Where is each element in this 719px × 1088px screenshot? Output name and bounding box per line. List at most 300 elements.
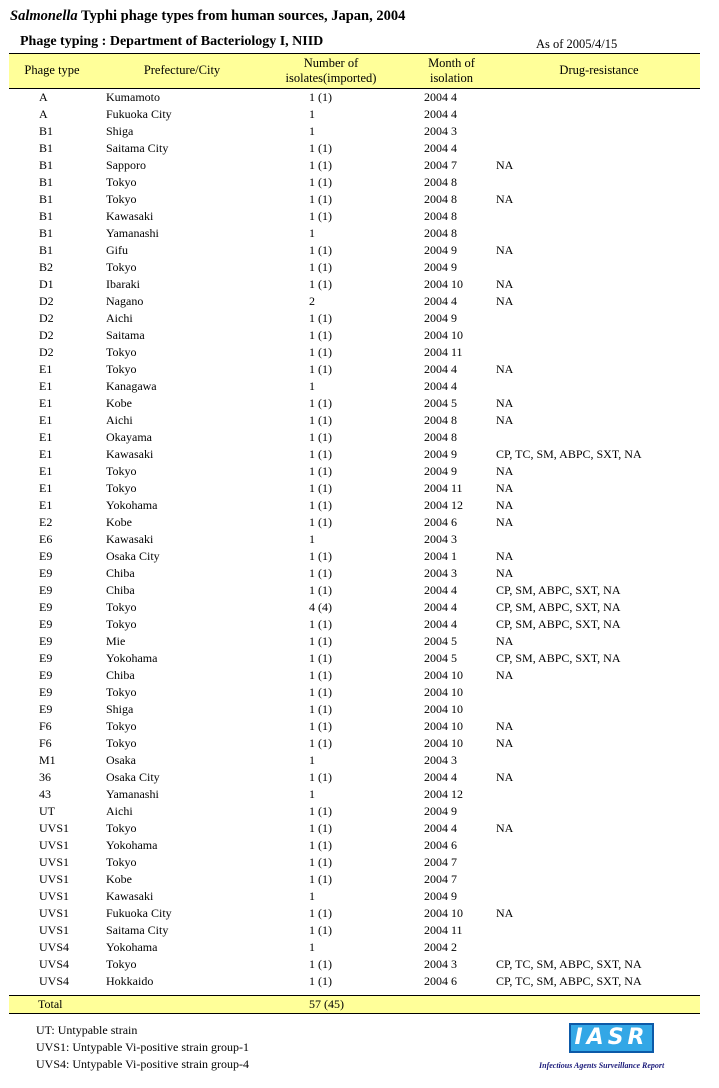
cell-month: 2004 7	[424, 855, 457, 869]
cell-month: 2004 11	[424, 923, 463, 937]
cell-month: 2004 11	[424, 481, 463, 495]
cell-drug-resistance: NA	[496, 464, 514, 478]
table-row	[0, 565, 719, 582]
cell-isolates: 1 (1)	[309, 515, 332, 529]
cell-isolates: 1 (1)	[309, 260, 332, 274]
cell-prefecture: Sapporo	[106, 158, 146, 172]
cell-drug-resistance: NA	[496, 498, 514, 512]
cell-month: 2004 6	[424, 838, 457, 852]
cell-phage-type: E6	[39, 532, 53, 546]
cell-phage-type: E1	[39, 362, 53, 376]
table-row	[0, 497, 719, 514]
cell-month: 2004 8	[424, 209, 457, 223]
cell-prefecture: Saitama	[106, 328, 145, 342]
cell-prefecture: Shiga	[106, 702, 134, 716]
cell-isolates: 1 (1)	[309, 685, 332, 699]
cell-isolates: 2	[309, 294, 315, 308]
table-row	[0, 973, 719, 990]
cell-month: 2004 5	[424, 396, 457, 410]
cell-isolates: 1 (1)	[309, 617, 332, 631]
table-row	[0, 616, 719, 633]
cell-prefecture: Nagano	[106, 294, 144, 308]
cell-month: 2004 9	[424, 243, 457, 257]
table-row	[0, 242, 719, 259]
total-label: Total	[38, 997, 63, 1011]
cell-phage-type: M1	[39, 753, 56, 767]
cell-month: 2004 11	[424, 345, 463, 359]
cell-month: 2004 6	[424, 515, 457, 529]
cell-drug-resistance: NA	[496, 277, 514, 291]
iasr-logo: IASR	[569, 1023, 654, 1053]
cell-month: 2004 10	[424, 906, 463, 920]
table-row	[0, 412, 719, 429]
cell-phage-type: D2	[39, 328, 54, 342]
cell-prefecture: Kumamoto	[106, 90, 160, 104]
cell-phage-type: E1	[39, 413, 53, 427]
cell-prefecture: Tokyo	[106, 855, 137, 869]
table-row	[0, 633, 719, 650]
cell-prefecture: Chiba	[106, 668, 135, 682]
table-row	[0, 310, 719, 327]
cell-drug-resistance: NA	[496, 158, 514, 172]
cell-phage-type: E2	[39, 515, 53, 529]
table-row	[0, 259, 719, 276]
cell-isolates: 1 (1)	[309, 481, 332, 495]
cell-drug-resistance: NA	[496, 719, 514, 733]
cell-phage-type: 43	[39, 787, 51, 801]
cell-isolates: 1	[309, 940, 315, 954]
cell-month: 2004 4	[424, 90, 457, 104]
cell-prefecture: Tokyo	[106, 345, 137, 359]
total-row	[9, 995, 700, 1014]
table-row	[0, 429, 719, 446]
cell-prefecture: Aichi	[106, 413, 133, 427]
cell-isolates: 1	[309, 226, 315, 240]
table-row	[0, 157, 719, 174]
cell-phage-type: E9	[39, 702, 53, 716]
cell-drug-resistance: NA	[496, 566, 514, 580]
cell-phage-type: UVS4	[39, 957, 70, 971]
cell-phage-type: E9	[39, 651, 53, 665]
cell-prefecture: Kawasaki	[106, 532, 154, 546]
cell-phage-type: E1	[39, 464, 53, 478]
table-row	[0, 446, 719, 463]
cell-isolates: 1 (1)	[309, 464, 332, 478]
cell-phage-type: E1	[39, 379, 53, 393]
table-row	[0, 820, 719, 837]
cell-drug-resistance: NA	[496, 243, 514, 257]
cell-isolates: 1 (1)	[309, 175, 332, 189]
cell-prefecture: Kawasaki	[106, 209, 154, 223]
cell-isolates: 1	[309, 889, 315, 903]
cell-prefecture: Kobe	[106, 396, 132, 410]
cell-isolates: 1	[309, 753, 315, 767]
table-row	[0, 922, 719, 939]
cell-isolates: 1 (1)	[309, 702, 332, 716]
cell-month: 2004 7	[424, 872, 457, 886]
cell-prefecture: Kobe	[106, 872, 132, 886]
cell-prefecture: Tokyo	[106, 617, 137, 631]
cell-prefecture: Kobe	[106, 515, 132, 529]
header-phage-type: Phage type	[24, 63, 80, 77]
cell-phage-type: E9	[39, 617, 53, 631]
cell-prefecture: Tokyo	[106, 464, 137, 478]
cell-phage-type: E1	[39, 481, 53, 495]
cell-phage-type: F6	[39, 736, 52, 750]
table-row	[0, 531, 719, 548]
cell-isolates: 1 (1)	[309, 974, 332, 988]
cell-drug-resistance: CP, TC, SM, ABPC, SXT, NA	[496, 957, 642, 971]
table-header	[9, 53, 700, 89]
table-row	[0, 837, 719, 854]
cell-drug-resistance: CP, SM, ABPC, SXT, NA	[496, 600, 621, 614]
cell-phage-type: UVS1	[39, 838, 70, 852]
table-row	[0, 140, 719, 157]
cell-month: 2004 10	[424, 328, 463, 342]
table-row	[0, 599, 719, 616]
cell-prefecture: Mie	[106, 634, 126, 648]
cell-phage-type: E9	[39, 634, 53, 648]
cell-phage-type: UVS1	[39, 821, 70, 835]
table-row	[0, 718, 719, 735]
cell-prefecture: Shiga	[106, 124, 134, 138]
cell-phage-type: E1	[39, 447, 53, 461]
cell-isolates: 1	[309, 124, 315, 138]
table-row	[0, 480, 719, 497]
cell-isolates: 1 (1)	[309, 855, 332, 869]
cell-phage-type: E9	[39, 600, 53, 614]
cell-prefecture: Tokyo	[106, 600, 137, 614]
table-row	[0, 786, 719, 803]
table-row	[0, 327, 719, 344]
cell-prefecture: Okayama	[106, 430, 152, 444]
cell-month: 2004 4	[424, 583, 457, 597]
cell-isolates: 1 (1)	[309, 328, 332, 342]
cell-isolates: 1 (1)	[309, 277, 332, 291]
title-species: Salmonella	[10, 8, 78, 24]
table-row	[0, 225, 719, 242]
cell-phage-type: F6	[39, 719, 52, 733]
table-row	[0, 854, 719, 871]
table-row	[0, 208, 719, 225]
cell-month: 2004 3	[424, 957, 457, 971]
cell-drug-resistance: NA	[496, 294, 514, 308]
cell-month: 2004 3	[424, 566, 457, 580]
cell-drug-resistance: CP, SM, ABPC, SXT, NA	[496, 617, 621, 631]
cell-month: 2004 4	[424, 617, 457, 631]
cell-month: 2004 9	[424, 804, 457, 818]
cell-isolates: 1 (1)	[309, 583, 332, 597]
cell-phage-type: B1	[39, 158, 54, 172]
cell-month: 2004 3	[424, 532, 457, 546]
cell-prefecture: Tokyo	[106, 821, 137, 835]
cell-phage-type: E9	[39, 549, 53, 563]
cell-drug-resistance: CP, TC, SM, ABPC, SXT, NA	[496, 974, 642, 988]
cell-month: 2004 4	[424, 821, 457, 835]
cell-prefecture: Saitama City	[106, 141, 169, 155]
cell-phage-type: UVS4	[39, 974, 70, 988]
total-value: 57 (45)	[309, 997, 344, 1011]
cell-month: 2004 7	[424, 158, 457, 172]
cell-month: 2004 2	[424, 940, 457, 954]
cell-drug-resistance: NA	[496, 396, 514, 410]
table-row	[0, 344, 719, 361]
table-row	[0, 939, 719, 956]
cell-month: 2004 10	[424, 668, 463, 682]
table-row	[0, 395, 719, 412]
cell-month: 2004 12	[424, 498, 463, 512]
cell-phage-type: UVS1	[39, 889, 70, 903]
cell-isolates: 1 (1)	[309, 90, 332, 104]
cell-isolates: 1 (1)	[309, 243, 332, 257]
cell-isolates: 1 (1)	[309, 192, 332, 206]
table-row	[0, 106, 719, 123]
cell-month: 2004 9	[424, 464, 457, 478]
table-row	[0, 871, 719, 888]
cell-isolates: 1 (1)	[309, 634, 332, 648]
cell-prefecture: Tokyo	[106, 175, 137, 189]
cell-isolates: 1 (1)	[309, 719, 332, 733]
cell-isolates: 1	[309, 787, 315, 801]
cell-isolates: 1 (1)	[309, 923, 332, 937]
table-row	[0, 956, 719, 973]
cell-phage-type: E1	[39, 498, 53, 512]
cell-isolates: 1	[309, 532, 315, 546]
table-row	[0, 191, 719, 208]
cell-month: 2004 12	[424, 787, 463, 801]
cell-phage-type: UVS1	[39, 872, 70, 886]
table-row	[0, 378, 719, 395]
table-row	[0, 361, 719, 378]
cell-month: 2004 8	[424, 430, 457, 444]
cell-phage-type: A	[39, 107, 48, 121]
cell-phage-type: UVS4	[39, 940, 70, 954]
cell-phage-type: B1	[39, 209, 54, 223]
cell-phage-type: D1	[39, 277, 54, 291]
cell-month: 2004 10	[424, 702, 463, 716]
cell-prefecture: Osaka	[106, 753, 136, 767]
cell-prefecture: Chiba	[106, 583, 135, 597]
cell-isolates: 1 (1)	[309, 838, 332, 852]
cell-prefecture: Tokyo	[106, 957, 137, 971]
cell-isolates: 1	[309, 379, 315, 393]
cell-month: 2004 6	[424, 974, 457, 988]
cell-drug-resistance: NA	[496, 192, 514, 206]
cell-phage-type: B1	[39, 141, 54, 155]
cell-isolates: 1 (1)	[309, 957, 332, 971]
header-number: Number of isolates(imported)	[285, 56, 377, 85]
cell-drug-resistance: NA	[496, 549, 514, 563]
cell-month: 2004 10	[424, 277, 463, 291]
cell-phage-type: D2	[39, 294, 54, 308]
cell-month: 2004 3	[424, 753, 457, 767]
cell-isolates: 1 (1)	[309, 141, 332, 155]
cell-phage-type: E1	[39, 396, 53, 410]
cell-isolates: 1 (1)	[309, 804, 332, 818]
cell-drug-resistance: CP, TC, SM, ABPC, SXT, NA	[496, 447, 642, 461]
cell-prefecture: Yokohama	[106, 651, 158, 665]
cell-prefecture: Osaka City	[106, 549, 160, 563]
table-row	[0, 769, 719, 786]
cell-month: 2004 4	[424, 107, 457, 121]
cell-month: 2004 5	[424, 634, 457, 648]
header-prefecture: Prefecture/City	[143, 63, 221, 77]
cell-prefecture: Kawasaki	[106, 889, 154, 903]
cell-month: 2004 8	[424, 226, 457, 240]
cell-drug-resistance: NA	[496, 634, 514, 648]
cell-prefecture: Kanagawa	[106, 379, 157, 393]
cell-isolates: 1 (1)	[309, 311, 332, 325]
cell-prefecture: Yamanashi	[106, 787, 159, 801]
cell-prefecture: Kawasaki	[106, 447, 154, 461]
cell-drug-resistance: NA	[496, 362, 514, 376]
cell-month: 2004 4	[424, 141, 457, 155]
cell-month: 2004 5	[424, 651, 457, 665]
cell-month: 2004 8	[424, 175, 457, 189]
cell-month: 2004 9	[424, 447, 457, 461]
cell-isolates: 1 (1)	[309, 209, 332, 223]
cell-month: 2004 4	[424, 362, 457, 376]
table-row	[0, 123, 719, 140]
cell-phage-type: A	[39, 90, 48, 104]
cell-prefecture: Yokohama	[106, 838, 158, 852]
cell-prefecture: Hokkaido	[106, 974, 154, 988]
cell-isolates: 1 (1)	[309, 158, 332, 172]
cell-drug-resistance: NA	[496, 515, 514, 529]
cell-prefecture: Fukuoka City	[106, 107, 172, 121]
table-row	[0, 514, 719, 531]
table-row	[0, 803, 719, 820]
cell-isolates: 1 (1)	[309, 651, 332, 665]
cell-prefecture: Aichi	[106, 311, 133, 325]
cell-drug-resistance: NA	[496, 413, 514, 427]
table-row	[0, 276, 719, 293]
table-row	[0, 463, 719, 480]
cell-phage-type: UVS1	[39, 906, 70, 920]
cell-isolates: 1 (1)	[309, 906, 332, 920]
cell-drug-resistance: NA	[496, 906, 514, 920]
table-row	[0, 905, 719, 922]
page-subtitle: Phage typing : Department of Bacteriology I, NIID	[20, 34, 324, 49]
cell-phage-type: UT	[39, 804, 55, 818]
cell-prefecture: Fukuoka City	[106, 906, 172, 920]
cell-prefecture: Saitama City	[106, 923, 169, 937]
cell-month: 2004 4	[424, 294, 457, 308]
cell-prefecture: Tokyo	[106, 685, 137, 699]
cell-month: 2004 1	[424, 549, 457, 563]
cell-prefecture: Yamanashi	[106, 226, 159, 240]
table-body	[0, 89, 719, 990]
cell-prefecture: Ibaraki	[106, 277, 140, 291]
cell-prefecture: Chiba	[106, 566, 135, 580]
cell-prefecture: Tokyo	[106, 362, 137, 376]
cell-phage-type: B2	[39, 260, 54, 274]
cell-prefecture: Gifu	[106, 243, 128, 257]
cell-drug-resistance: NA	[496, 770, 514, 784]
cell-drug-resistance: CP, SM, ABPC, SXT, NA	[496, 583, 621, 597]
cell-prefecture: Aichi	[106, 804, 133, 818]
cell-isolates: 1 (1)	[309, 430, 332, 444]
cell-isolates: 1 (1)	[309, 396, 332, 410]
cell-month: 2004 10	[424, 736, 463, 750]
cell-phage-type: UVS1	[39, 923, 70, 937]
cell-isolates: 1 (1)	[309, 498, 332, 512]
table-row	[0, 888, 719, 905]
cell-month: 2004 4	[424, 770, 457, 784]
cell-month: 2004 4	[424, 600, 457, 614]
header-month: Month of isolation	[428, 56, 475, 85]
title-rest: Typhi phage types from human sources, Japan, 2004	[77, 8, 406, 24]
cell-month: 2004 10	[424, 719, 463, 733]
cell-prefecture: Yokohama	[106, 940, 158, 954]
cell-month: 2004 10	[424, 685, 463, 699]
cell-isolates: 1 (1)	[309, 668, 332, 682]
cell-drug-resistance: CP, SM, ABPC, SXT, NA	[496, 651, 621, 665]
note-uvs1: UVS1: Untypable Vi-positive strain group-1	[36, 1040, 250, 1054]
cell-isolates: 1 (1)	[309, 345, 332, 359]
cell-prefecture: Tokyo	[106, 192, 137, 206]
cell-isolates: 1 (1)	[309, 770, 332, 784]
iasr-logo-caption: Infectious Agents Surveillance Report	[539, 1061, 665, 1070]
table-row	[0, 582, 719, 599]
cell-phage-type: 36	[39, 770, 51, 784]
table-row	[0, 752, 719, 769]
cell-isolates: 1 (1)	[309, 736, 332, 750]
table-row	[0, 548, 719, 565]
cell-month: 2004 4	[424, 379, 457, 393]
cell-phage-type: B1	[39, 175, 54, 189]
cell-isolates: 1 (1)	[309, 549, 332, 563]
table-row	[0, 89, 719, 106]
cell-month: 2004 9	[424, 889, 457, 903]
cell-phage-type: D2	[39, 345, 54, 359]
cell-prefecture: Tokyo	[106, 260, 137, 274]
note-ut: UT: Untypable strain	[36, 1023, 138, 1037]
cell-isolates: 1 (1)	[309, 821, 332, 835]
cell-prefecture: Osaka City	[106, 770, 160, 784]
cell-isolates: 1 (1)	[309, 413, 332, 427]
cell-month: 2004 3	[424, 124, 457, 138]
cell-prefecture: Tokyo	[106, 736, 137, 750]
table-row	[0, 701, 719, 718]
cell-drug-resistance: NA	[496, 736, 514, 750]
cell-prefecture: Yokohama	[106, 498, 158, 512]
cell-phage-type: B1	[39, 243, 54, 257]
cell-month: 2004 9	[424, 260, 457, 274]
cell-isolates: 4 (4)	[309, 600, 332, 614]
table-row	[0, 650, 719, 667]
page-title	[10, 8, 405, 25]
table-row	[0, 293, 719, 310]
cell-isolates: 1 (1)	[309, 872, 332, 886]
cell-month: 2004 8	[424, 413, 457, 427]
as-of-date: As of 2005/4/15	[536, 37, 618, 51]
cell-phage-type: E1	[39, 430, 53, 444]
table-row	[0, 684, 719, 701]
cell-phage-type: UVS1	[39, 855, 70, 869]
note-uvs4: UVS4: Untypable Vi-positive strain group-4	[36, 1057, 250, 1071]
cell-drug-resistance: NA	[496, 668, 514, 682]
cell-drug-resistance: NA	[496, 821, 514, 835]
cell-phage-type: E9	[39, 668, 53, 682]
header-drug-resistance: Drug-resistance	[559, 63, 639, 77]
cell-month: 2004 8	[424, 192, 457, 206]
table-row	[0, 735, 719, 752]
cell-phage-type: E9	[39, 685, 53, 699]
cell-phage-type: D2	[39, 311, 54, 325]
cell-isolates: 1	[309, 107, 315, 121]
table-row	[0, 174, 719, 191]
